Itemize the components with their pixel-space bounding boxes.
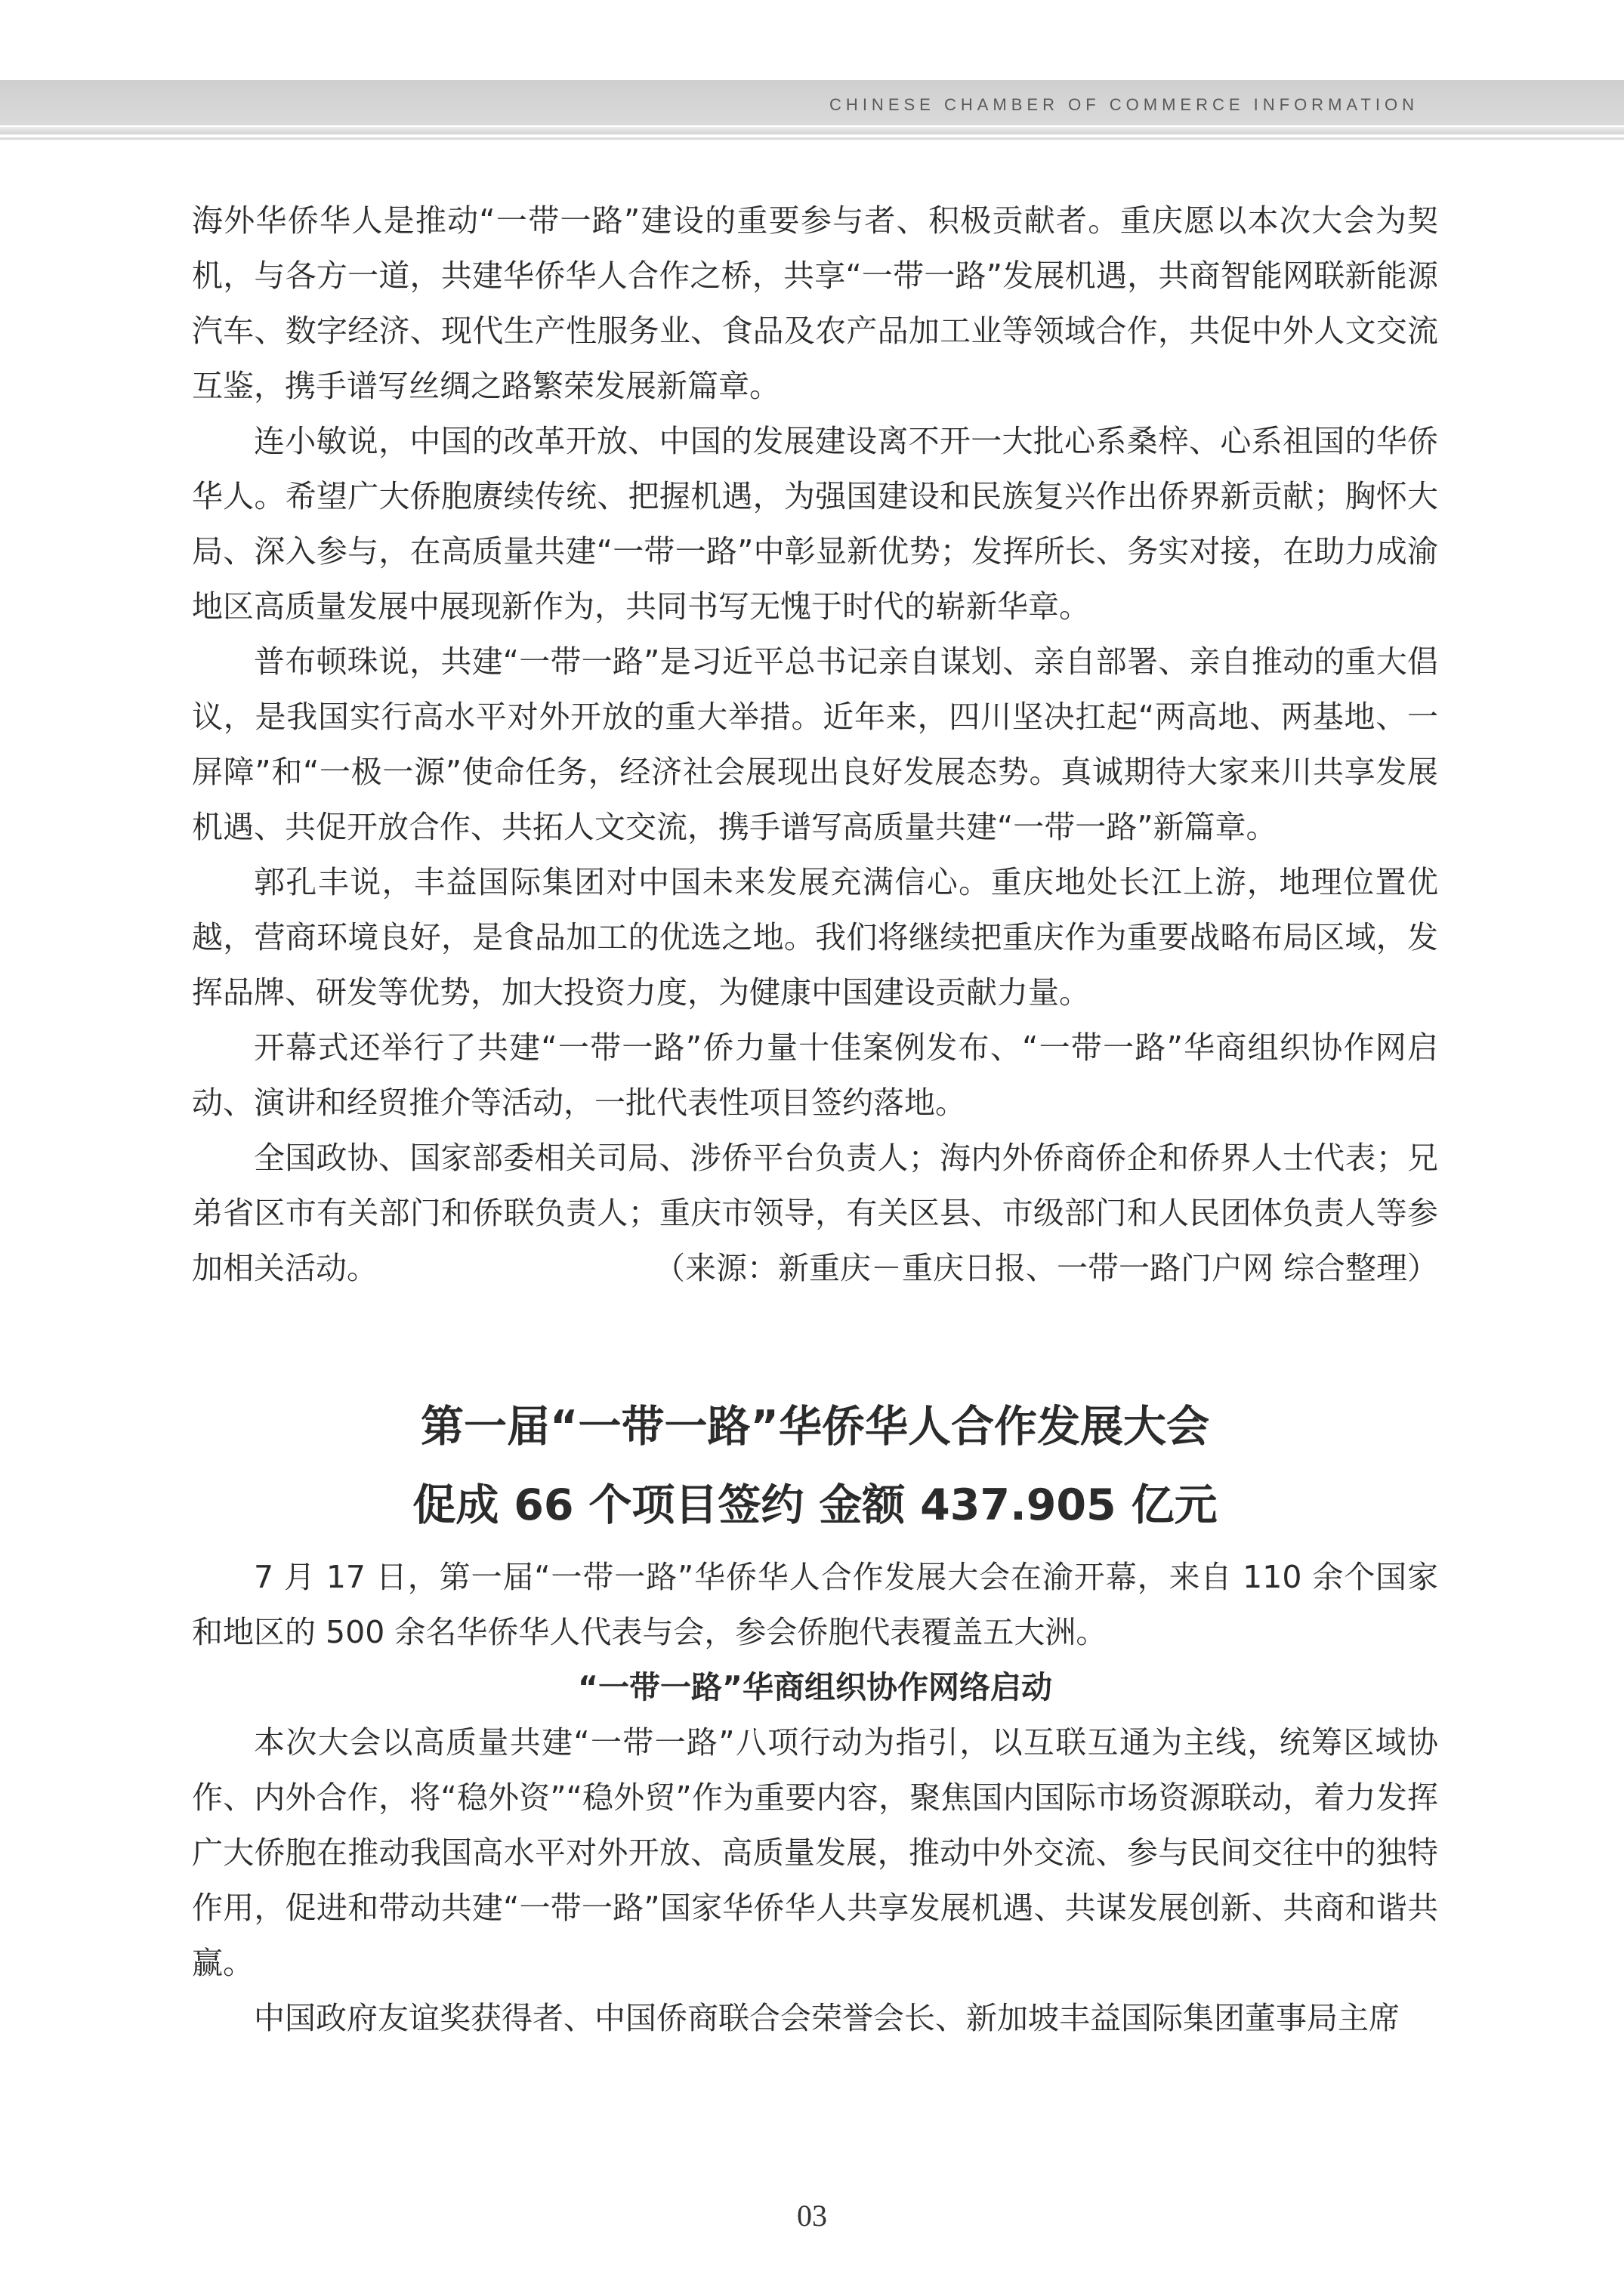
running-title: CHINESE CHAMBER OF COMMERCE INFORMATION	[829, 95, 1419, 114]
article2-paragraph-2: 中国政府友谊奖获得者、中国侨商联合会荣誉会长、新加坡丰益国际集团董事局主席	[254, 2000, 1400, 2036]
article1-paragraph-1: 海外华侨华人是推动“一带一路”建设的重要参与者、积极贡献者。重庆愿以本次大会为契机，与各方一道，共建华侨华人合作之桥，共享“一带一路”发展机遇，共商智能网联新能源汽车、数字经济、现代生产性服务业、食品及农产品加工业等领域合作，共促中外人文交流互鉴，携手谱写丝绸之路繁荣发展新篇章。	[192, 202, 1438, 404]
article1-paragraph-6-text: 全国政协、国家部委相关司局、涉侨平台负责人；海内外侨商侨企和侨界人士代表；兄弟省区市有关部门和侨联负责人；重庆市领导，有关区县、市级部门和人民团体负责人等参加相关活动。	[192, 1140, 1438, 1286]
header-rule	[0, 127, 1624, 134]
article1-paragraph-6	[192, 1131, 1438, 1296]
article1-paragraph-2: 连小敏说，中国的改革开放、中国的发展建设离不开一大批心系桑梓、心系祖国的华侨华人。希望广大侨胞赓续传统、把握机遇，为强国建设和民族复兴作出侨界新贡献；胸怀大局、深入参与，在高质量共建“一带一路”中彰显新优势；发挥所长、务实对接，在助力成渝地区高质量发展中展现新作为，共同书写无愧于时代的崭新华章。	[192, 423, 1438, 625]
source-attribution: （来源：新重庆－重庆日报、一带一路门户网 综合整理）	[653, 1250, 1438, 1286]
article2-subheading: “一带一路”华商组织协作网络启动	[578, 1669, 1052, 1705]
article2-paragraph-1: 本次大会以高质量共建“一带一路”八项行动为指引，以互联互通为主线，统筹区域协作、内外合作，将“稳外资”“稳外贸”作为重要内容，聚焦国内国际市场资源联动，着力发挥广大侨胞在推动我国高水平对外开放、高质量发展，推动中外交流、参与民间交往中的独特作用，促进和带动共建“一带一路”国家华侨华人共享发展机遇、共谋发展创新、共商和谐共赢。	[192, 1724, 1438, 1981]
article1-paragraph-4: 郭孔丰说，丰益国际集团对中国未来发展充满信心。重庆地处长江上游，地理位置优越，营商环境良好，是食品加工的优选之地。我们将继续把重庆作为重要战略布局区域，发挥品牌、研发等优势，加大投资力度，为健康中国建设贡献力量。	[192, 864, 1438, 1011]
page-number: 03	[797, 2199, 827, 2233]
article2-title-line-1: 第一届“一带一路”华侨华人合作发展大会	[421, 1402, 1209, 1452]
article2-title	[192, 1390, 1438, 1542]
article1-paragraph-5: 开幕式还举行了共建“一带一路”侨力量十佳案例发布、“一带一路”华商组织协作网启动、演讲和经贸推介等活动，一批代表性项目签约落地。	[192, 1029, 1438, 1121]
article1-paragraph-3: 普布顿珠说，共建“一带一路”是习近平总书记亲自谋划、亲自部署、亲自推动的重大倡议，是我国实行高水平对外开放的重大举措。近年来，四川坚决扛起“两高地、两基地、一屏障”和“一极一源”使命任务，经济社会展现出良好发展态势。真诚期待大家来川共享发展机遇、共促开放合作、共拓人文交流，携手谱写高质量共建“一带一路”新篇章。	[192, 643, 1438, 845]
header-rule-thin	[0, 137, 1624, 140]
article-body	[192, 193, 1438, 2046]
article2-title-line-2: 促成 66 个项目签约 金额 437.905 亿元	[412, 1480, 1218, 1530]
article2-lead: 7 月 17 日，第一届“一带一路”华侨华人合作发展大会在渝开幕，来自 110 余个国家和地区的 500 余名华侨华人代表与会，参会侨胞代表覆盖五大洲。	[192, 1559, 1438, 1650]
